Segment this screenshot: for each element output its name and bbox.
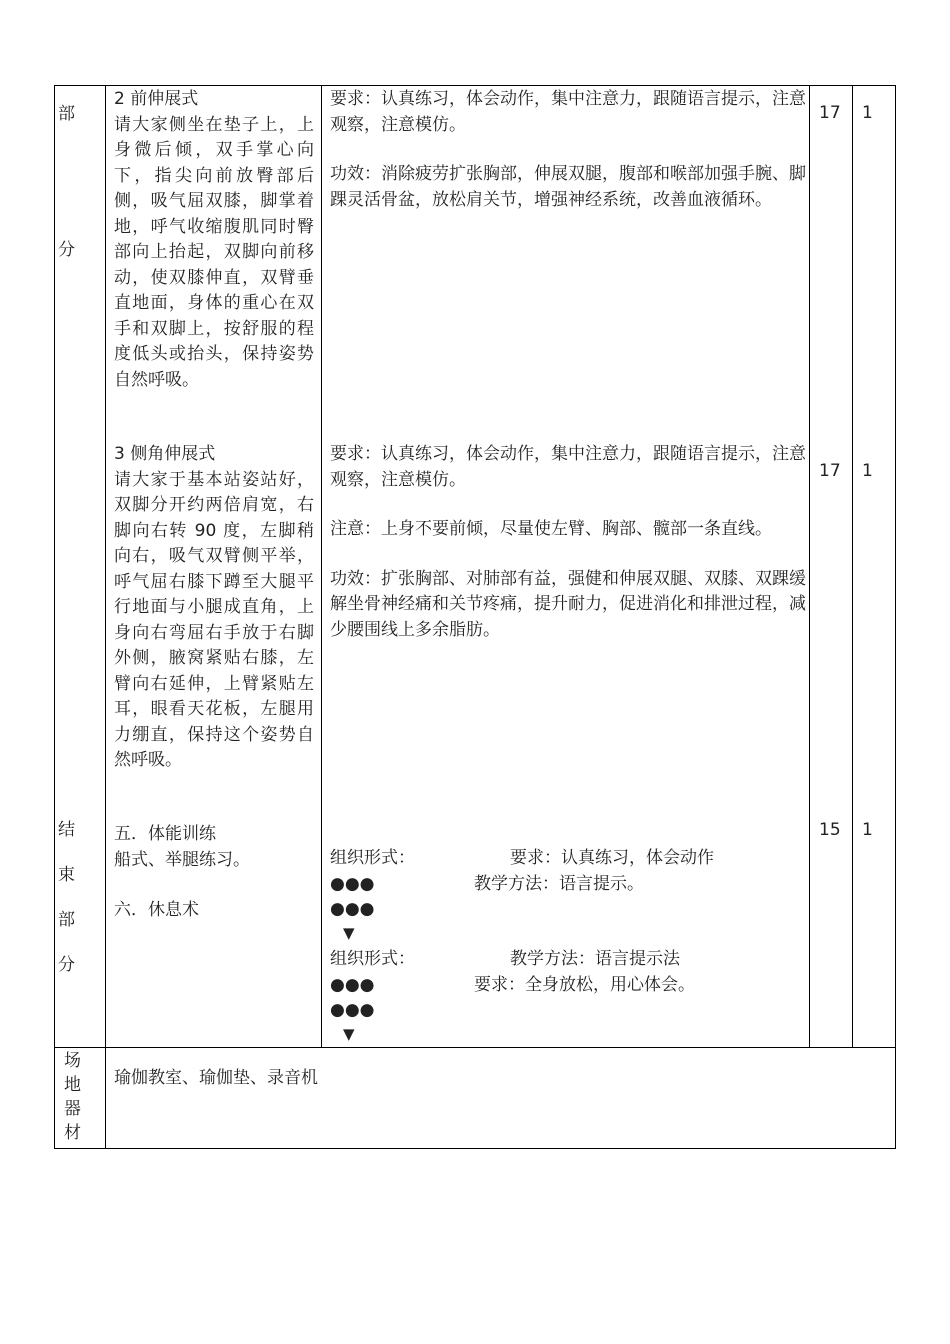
exercise-requirements xyxy=(330,442,806,643)
ending-content xyxy=(114,822,314,924)
exercise-requirements xyxy=(330,87,806,213)
table-bottom-border xyxy=(54,1148,896,1149)
end-section-char-1: 结 xyxy=(58,820,75,840)
org-method: 教学方法：语言提示。 xyxy=(474,874,644,894)
end-section-char-2: 束 xyxy=(58,865,75,885)
exercise-content xyxy=(114,87,314,393)
content-column-divider xyxy=(321,85,322,1047)
exercise-description: 请大家于基本站姿站好，双脚分开约两倍肩宽，右脚向右转 90 度，左脚稍向右，吸气双臂侧平举，呼气屈右膝下蹲至大腿平行地面与小腿成直角，上身向右弯屈右手放于右脚外侧，腋窝紧贴右膝，左臂向右延伸，上臂紧贴左耳，眼看天花板，左腿用力绷直，保持这个姿势自然呼吸。 xyxy=(114,469,314,770)
equipment-value: 瑜伽教室、瑜伽垫、录音机 xyxy=(114,1068,318,1088)
effect-text: 功效：扩张胸部、对肺部有益，强健和伸展双腿、双膝、双踝缓解坐骨神经痛和关节疼痛，提升耐力，促进消化和排泄过程，减少腰围线上多余脂肪。 xyxy=(330,568,806,640)
count-value: 1 xyxy=(862,103,873,123)
section-label-part: 部 xyxy=(58,104,75,124)
org-requirement: 要求：全身放松，用心体会。 xyxy=(474,975,695,995)
exercise-content xyxy=(114,442,314,774)
count-value: 1 xyxy=(862,820,873,840)
teacher-arrow-icon: ▼ xyxy=(343,1025,355,1043)
formation-dots: ●●● xyxy=(330,1000,375,1020)
effect-text: 功效：消除疲劳扩张胸部，伸展双腿，腹部和喉部加强手腕、脚踝灵活骨盆，放松肩关节，增强神经系统，改善血液循环。 xyxy=(330,164,806,210)
end-section-char-3: 部 xyxy=(58,910,75,930)
exercise-title: 3 侧角伸展式 xyxy=(114,444,216,464)
org-label: 组织形式： xyxy=(330,848,415,868)
formation-dots: ●●● xyxy=(330,975,375,995)
formation-dots: ●●● xyxy=(330,899,375,919)
table-left-border xyxy=(54,85,55,1149)
time-value: 17 xyxy=(819,461,841,481)
org-label: 组织形式： xyxy=(330,949,415,969)
equipment-label-char-1: 场 xyxy=(64,1051,81,1071)
item5-body: 船式、举腿练习。 xyxy=(114,849,250,870)
time-value: 17 xyxy=(819,103,841,123)
count-value: 1 xyxy=(862,461,873,481)
requirement-text: 要求：认真练习，体会动作，集中注意力，跟随语言提示，注意观察，注意模仿。 xyxy=(330,444,806,490)
end-section-char-4: 分 xyxy=(58,955,75,975)
item5-title: 五．体能训练 xyxy=(114,824,216,844)
table-row-divider xyxy=(54,1047,896,1048)
equipment-label-char-4: 材 xyxy=(64,1123,81,1143)
exercise-description: 请大家侧坐在垫子上，上身微后倾，双手掌心向下，指尖向前放臀部后侧，吸气屈双膝，脚掌着地，呼气收缩腹肌同时臀部向上抬起，双脚向前移动，使双膝伸直，双臂垂直地面，身体的重心在双手和双脚上，按舒服的程度低头或抬头，保持姿势自然呼吸。 xyxy=(114,114,314,390)
table-top-border xyxy=(54,85,896,86)
section-column-divider xyxy=(105,85,106,1149)
section-label-fen: 分 xyxy=(58,240,75,260)
item6-title: 六．休息术 xyxy=(114,900,199,920)
table-right-border xyxy=(895,85,896,1149)
equipment-label-char-2: 地 xyxy=(64,1075,81,1095)
requirement-text: 要求：认真练习，体会动作，集中注意力，跟随语言提示，注意观察，注意模仿。 xyxy=(330,89,806,135)
time-column-divider xyxy=(852,85,853,1047)
time-value: 15 xyxy=(819,820,841,840)
formation-dots: ●●● xyxy=(330,874,375,894)
equipment-label-char-3: 器 xyxy=(64,1099,81,1119)
requirement-column-divider xyxy=(809,85,810,1047)
exercise-title: 2 前伸展式 xyxy=(114,89,199,109)
teacher-arrow-icon: ▼ xyxy=(343,924,355,942)
note-text: 注意：上身不要前倾，尽量使左臂、胸部、髋部一条直线。 xyxy=(330,519,772,539)
org-method: 教学方法：语言提示法 xyxy=(510,949,680,969)
org-requirement: 要求：认真练习，体会动作 xyxy=(510,848,714,868)
